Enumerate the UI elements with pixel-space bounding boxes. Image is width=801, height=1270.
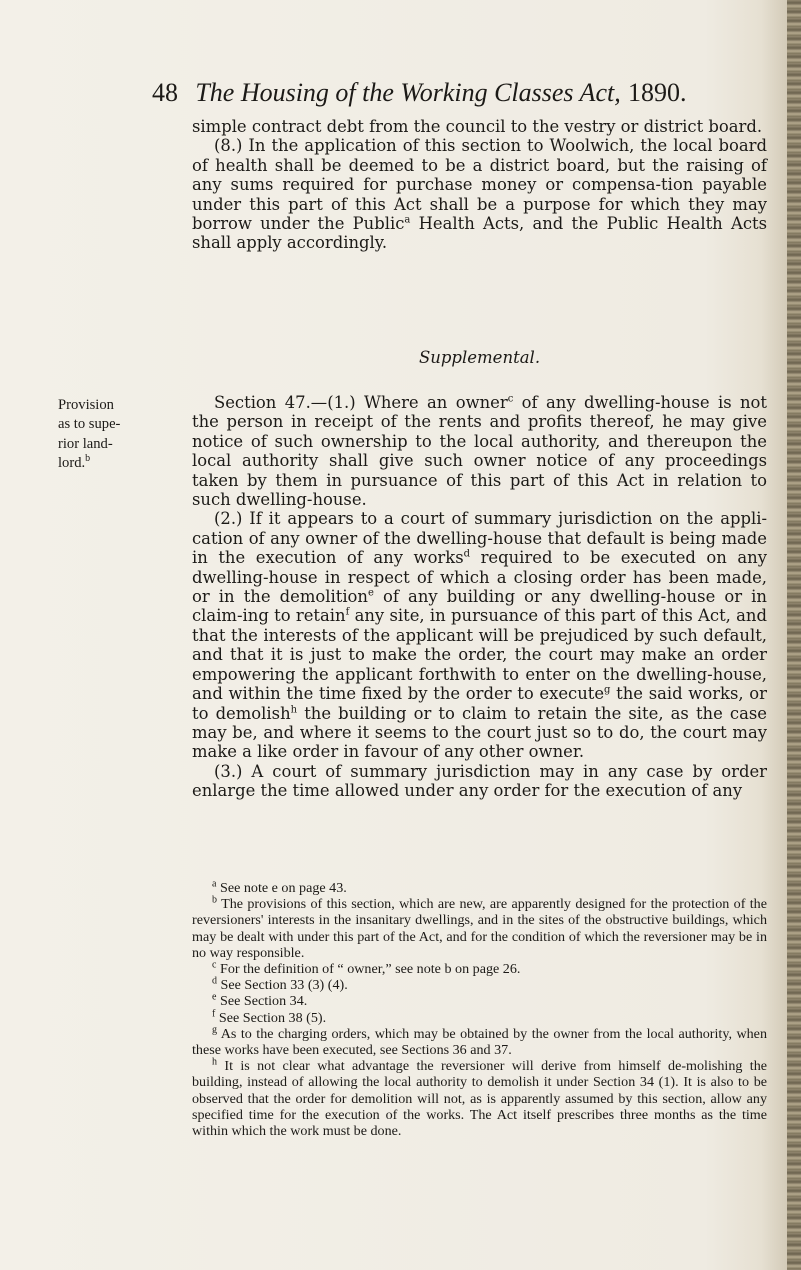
footnote-text: For the definition of “ owner,” see note b on page 26. [219, 961, 521, 978]
text-run: any site, in pursuance of this part of this Act, and that the interests of the applicant will be prejudiced by such default, and that it is just to make the order, the court may make an order empowering the applicant forthwith to enter on the dwelling-house, and within the time fixed by the order to execute [192, 606, 767, 704]
footnote-mark: g [212, 1024, 217, 1036]
text-run: (8.) In the application of this section to Woolwich, the local board of health shall be deemed to be a district board, but the raising of any sums required for purchase money or compensa-tion payable under this part of this Act shall be a purpose for which they may borrow under the Public [192, 136, 767, 234]
page-year: 1890. [628, 78, 687, 107]
section-heading: Supplemental. [418, 348, 541, 367]
footnote [192, 961, 767, 977]
footnote-text: See note e on page 43. [219, 880, 347, 896]
footnote-text: The provisions of this section, which are new, are apparently designed for the protection of the reversioners' interests in the insanitary dwellings, and in the sites of the obstructive buildings, which may be dealt with under this part of the Act, and for the condition of which the reversioner may be in no way responsible. [192, 896, 767, 961]
margin-note-text: Provision as to supe-rior land-lord. [58, 397, 121, 472]
footnote-ref: f [345, 607, 350, 618]
footnote-text: See Section 33 (3) (4). [220, 977, 348, 994]
footnote-ref: g [604, 684, 611, 696]
footnote-mark: e [212, 991, 217, 1003]
footnote-text: See Section 38 (5). [218, 1009, 327, 1026]
footnote-ref: a [404, 214, 411, 226]
footnote-mark: f [212, 1007, 216, 1019]
text-run: (2.) If it appears to a court of summary jurisdiction on the appli-cation of any owner of the dwelling-house that default is being made in the execution of any works [192, 509, 767, 568]
page-number: 48 [152, 78, 178, 107]
paragraph-woolwich [192, 136, 767, 252]
running-head [152, 78, 752, 108]
section-47-text [192, 393, 767, 801]
footnote [192, 977, 767, 993]
text-run: required to be executed on any dwelling-house in respect of which a closing order has been made, or in the demolition [192, 548, 767, 607]
footnote-ref: d [463, 548, 471, 560]
footnotes [192, 880, 767, 1139]
text-run: Section 47.—(1.) Where an owner [214, 393, 508, 412]
text-run: the building or to claim to retain the site, as the case may be, and where it seems to the court just so to do, the court may make a like order in favour of any other owner. [192, 703, 767, 762]
text-run: of any building or any dwelling-house or in claim-ing to retain [192, 587, 767, 626]
footnote-text: See Section 34. [219, 993, 308, 1010]
footnote-mark: b [212, 894, 217, 906]
footnote [192, 896, 767, 961]
footnote-ref: b [85, 453, 91, 465]
text-run: of any dwelling-house is not the person in receipt of the rents and profits thereof, he may give notice of such ownership to the local authority, and thereupon the local authority shall give such owner notice of any proceedings taken by them in pursuance of this part of this Act in relation to such dwelling-house. [192, 393, 767, 510]
footnote-text: As to the charging orders, which may be obtained by the owner from the local authority, when these works have been executed, see Sections 36 and 37. [192, 1025, 767, 1059]
footnote [192, 1026, 767, 1058]
footnote-mark: d [212, 975, 217, 987]
margin-note [58, 396, 128, 474]
subsection-1 [192, 393, 767, 509]
subsection-3: (3.) A court of summary jurisdiction may in any case by order enlarge the time allowed under any order for the execution of any [192, 761, 767, 801]
footnote-ref: e [368, 587, 374, 599]
footnote [192, 1007, 767, 1026]
footnote [192, 880, 767, 896]
footnote-mark: a [212, 878, 217, 890]
subsection-2 [192, 509, 767, 761]
footnote-ref: h [290, 704, 298, 716]
footnote [192, 1058, 767, 1139]
text-run: Health Acts, and the Public Health Acts shall apply accordingly. [192, 214, 767, 253]
paragraph-continued: simple contract debt from the council to the vestry or district board. [192, 117, 763, 136]
book-spine-edge [787, 0, 801, 1270]
continued-text [192, 117, 767, 253]
footnote-mark: h [212, 1056, 217, 1068]
text-run: the said works, or to demolish [192, 684, 767, 723]
footnote-text: It is not clear what advantage the reversioner will derive from himself de-molishing the building, instead of allowing the local authority to demolish it under Section 34 (1). It is also to be observed that the order for demolition will not, as is apparently assumed by this section, allow any specified time for the execution of the works. The Act itself prescribes three months as the time within which the work must be done. [192, 1058, 768, 1140]
footnote-mark: c [212, 959, 217, 971]
footnote [192, 993, 767, 1009]
footnote-ref: c [507, 393, 514, 405]
page-title: The Housing of the Working Classes Act, [195, 78, 621, 107]
